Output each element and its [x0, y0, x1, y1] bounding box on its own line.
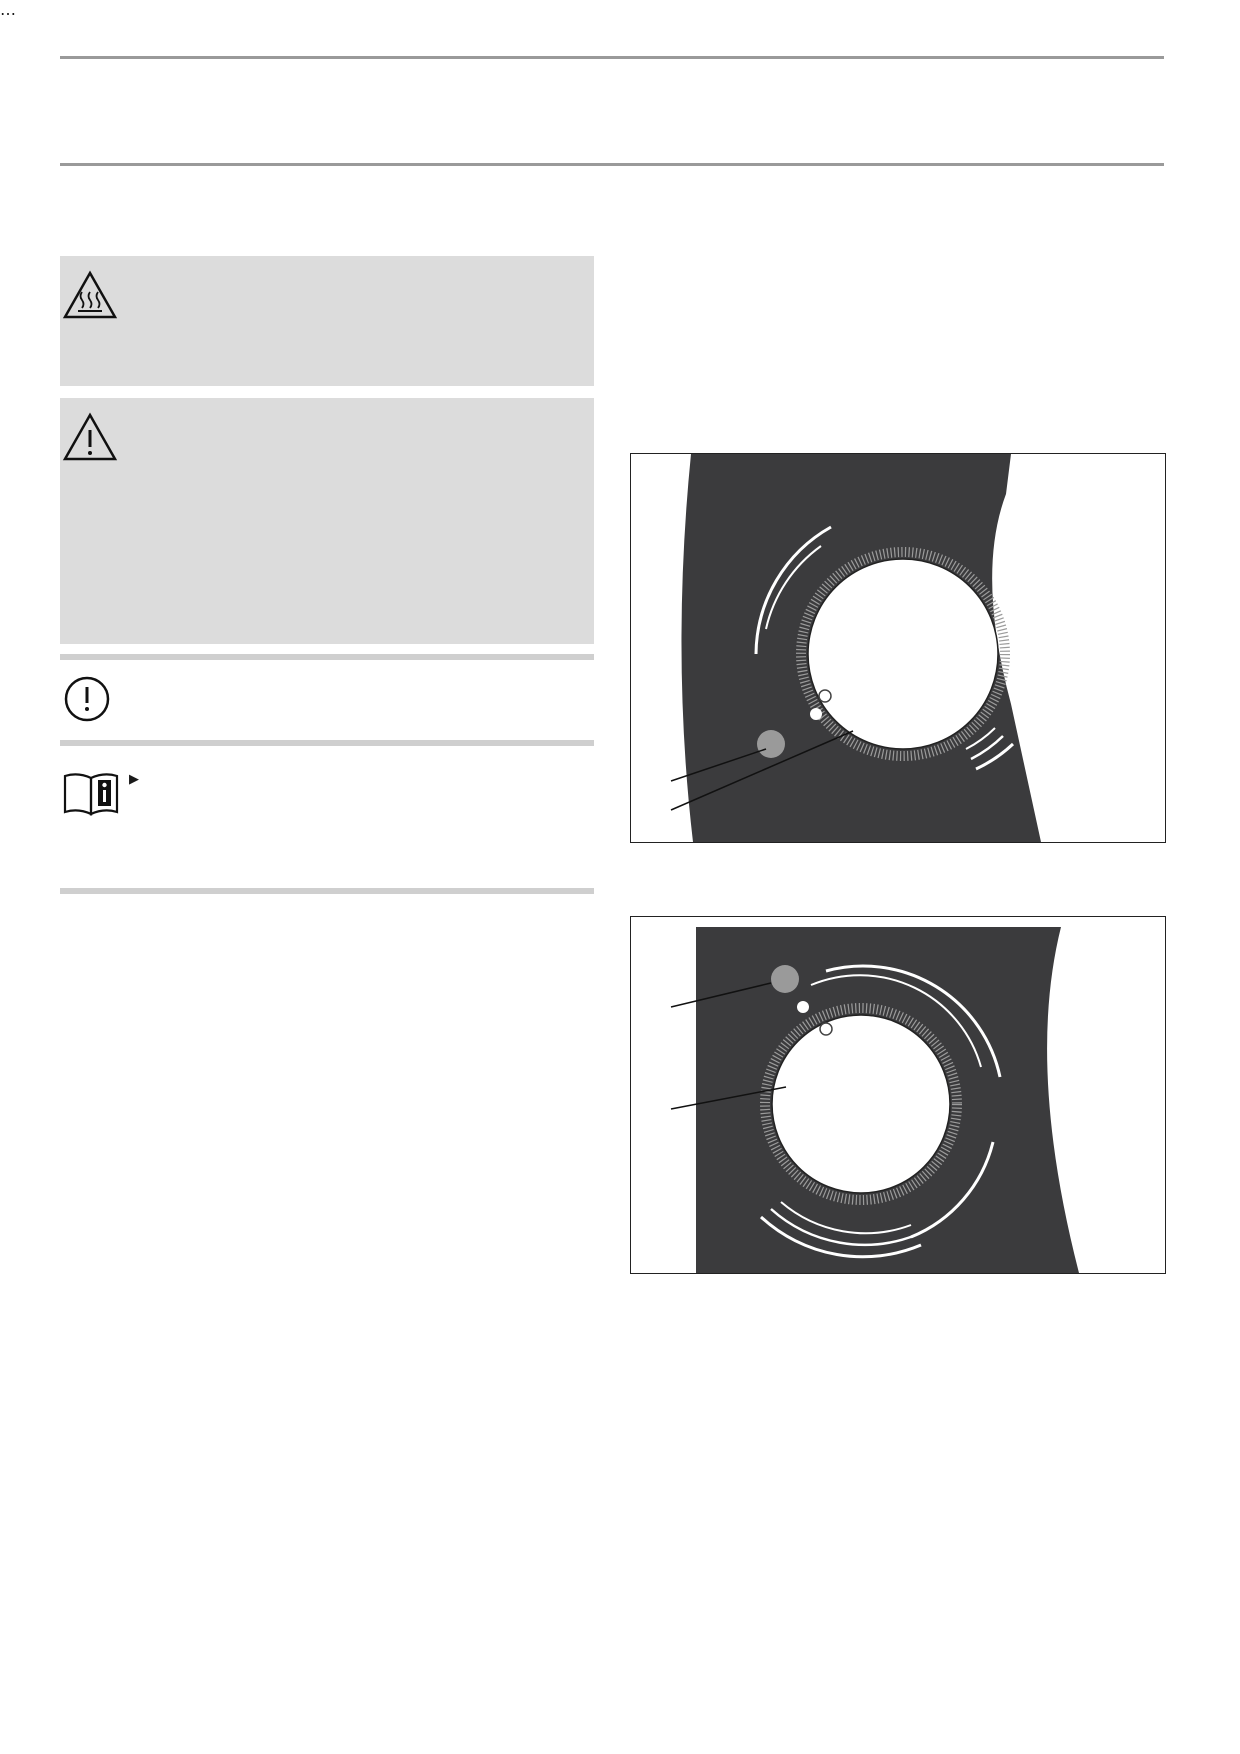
- hint-note: [60, 760, 594, 878]
- divider-bar: [60, 654, 594, 660]
- temperature-knob: [808, 559, 998, 749]
- knob-indicator-dot: [797, 1001, 809, 1013]
- legend-item: [630, 1326, 678, 1349]
- section-2-3-heading: [60, 929, 120, 953]
- hot-surface-warning-icon: [62, 270, 118, 320]
- legend-item: [630, 1349, 678, 1372]
- knob-indicator-dot: [810, 708, 822, 720]
- top-rule: [60, 56, 1164, 59]
- exclamation-circle-icon: [62, 674, 112, 724]
- triangle-bullet-icon: ▶: [129, 772, 139, 787]
- exclamation-warning-icon: [62, 412, 118, 462]
- header-rule: [60, 163, 1164, 166]
- legend-item: [630, 1395, 678, 1418]
- chapter-3-heading: [60, 1015, 120, 1050]
- figure-psh-we-h: [630, 916, 1166, 1274]
- legend-item: [630, 1303, 678, 1326]
- control-panel-illustration: [631, 454, 1165, 842]
- property-damage-note: [60, 664, 594, 738]
- signal-lamp: [757, 730, 785, 758]
- temperature-knob: [772, 1015, 950, 1193]
- signal-lamp: [771, 965, 799, 993]
- divider-bar: [60, 888, 594, 894]
- divider-bar: [60, 740, 594, 746]
- control-panel-illustration: [631, 917, 1165, 1273]
- section-2-2-heading: [60, 213, 120, 237]
- chapter-4-heading: [630, 210, 690, 245]
- warning-burn-box: [60, 256, 594, 386]
- figure-psh-we-l-r: [630, 453, 1166, 843]
- book-info-icon: [62, 770, 120, 816]
- legend-item-continuation: [630, 1372, 678, 1395]
- warning-injury-box: [60, 398, 594, 644]
- legend-item: [630, 1280, 678, 1303]
